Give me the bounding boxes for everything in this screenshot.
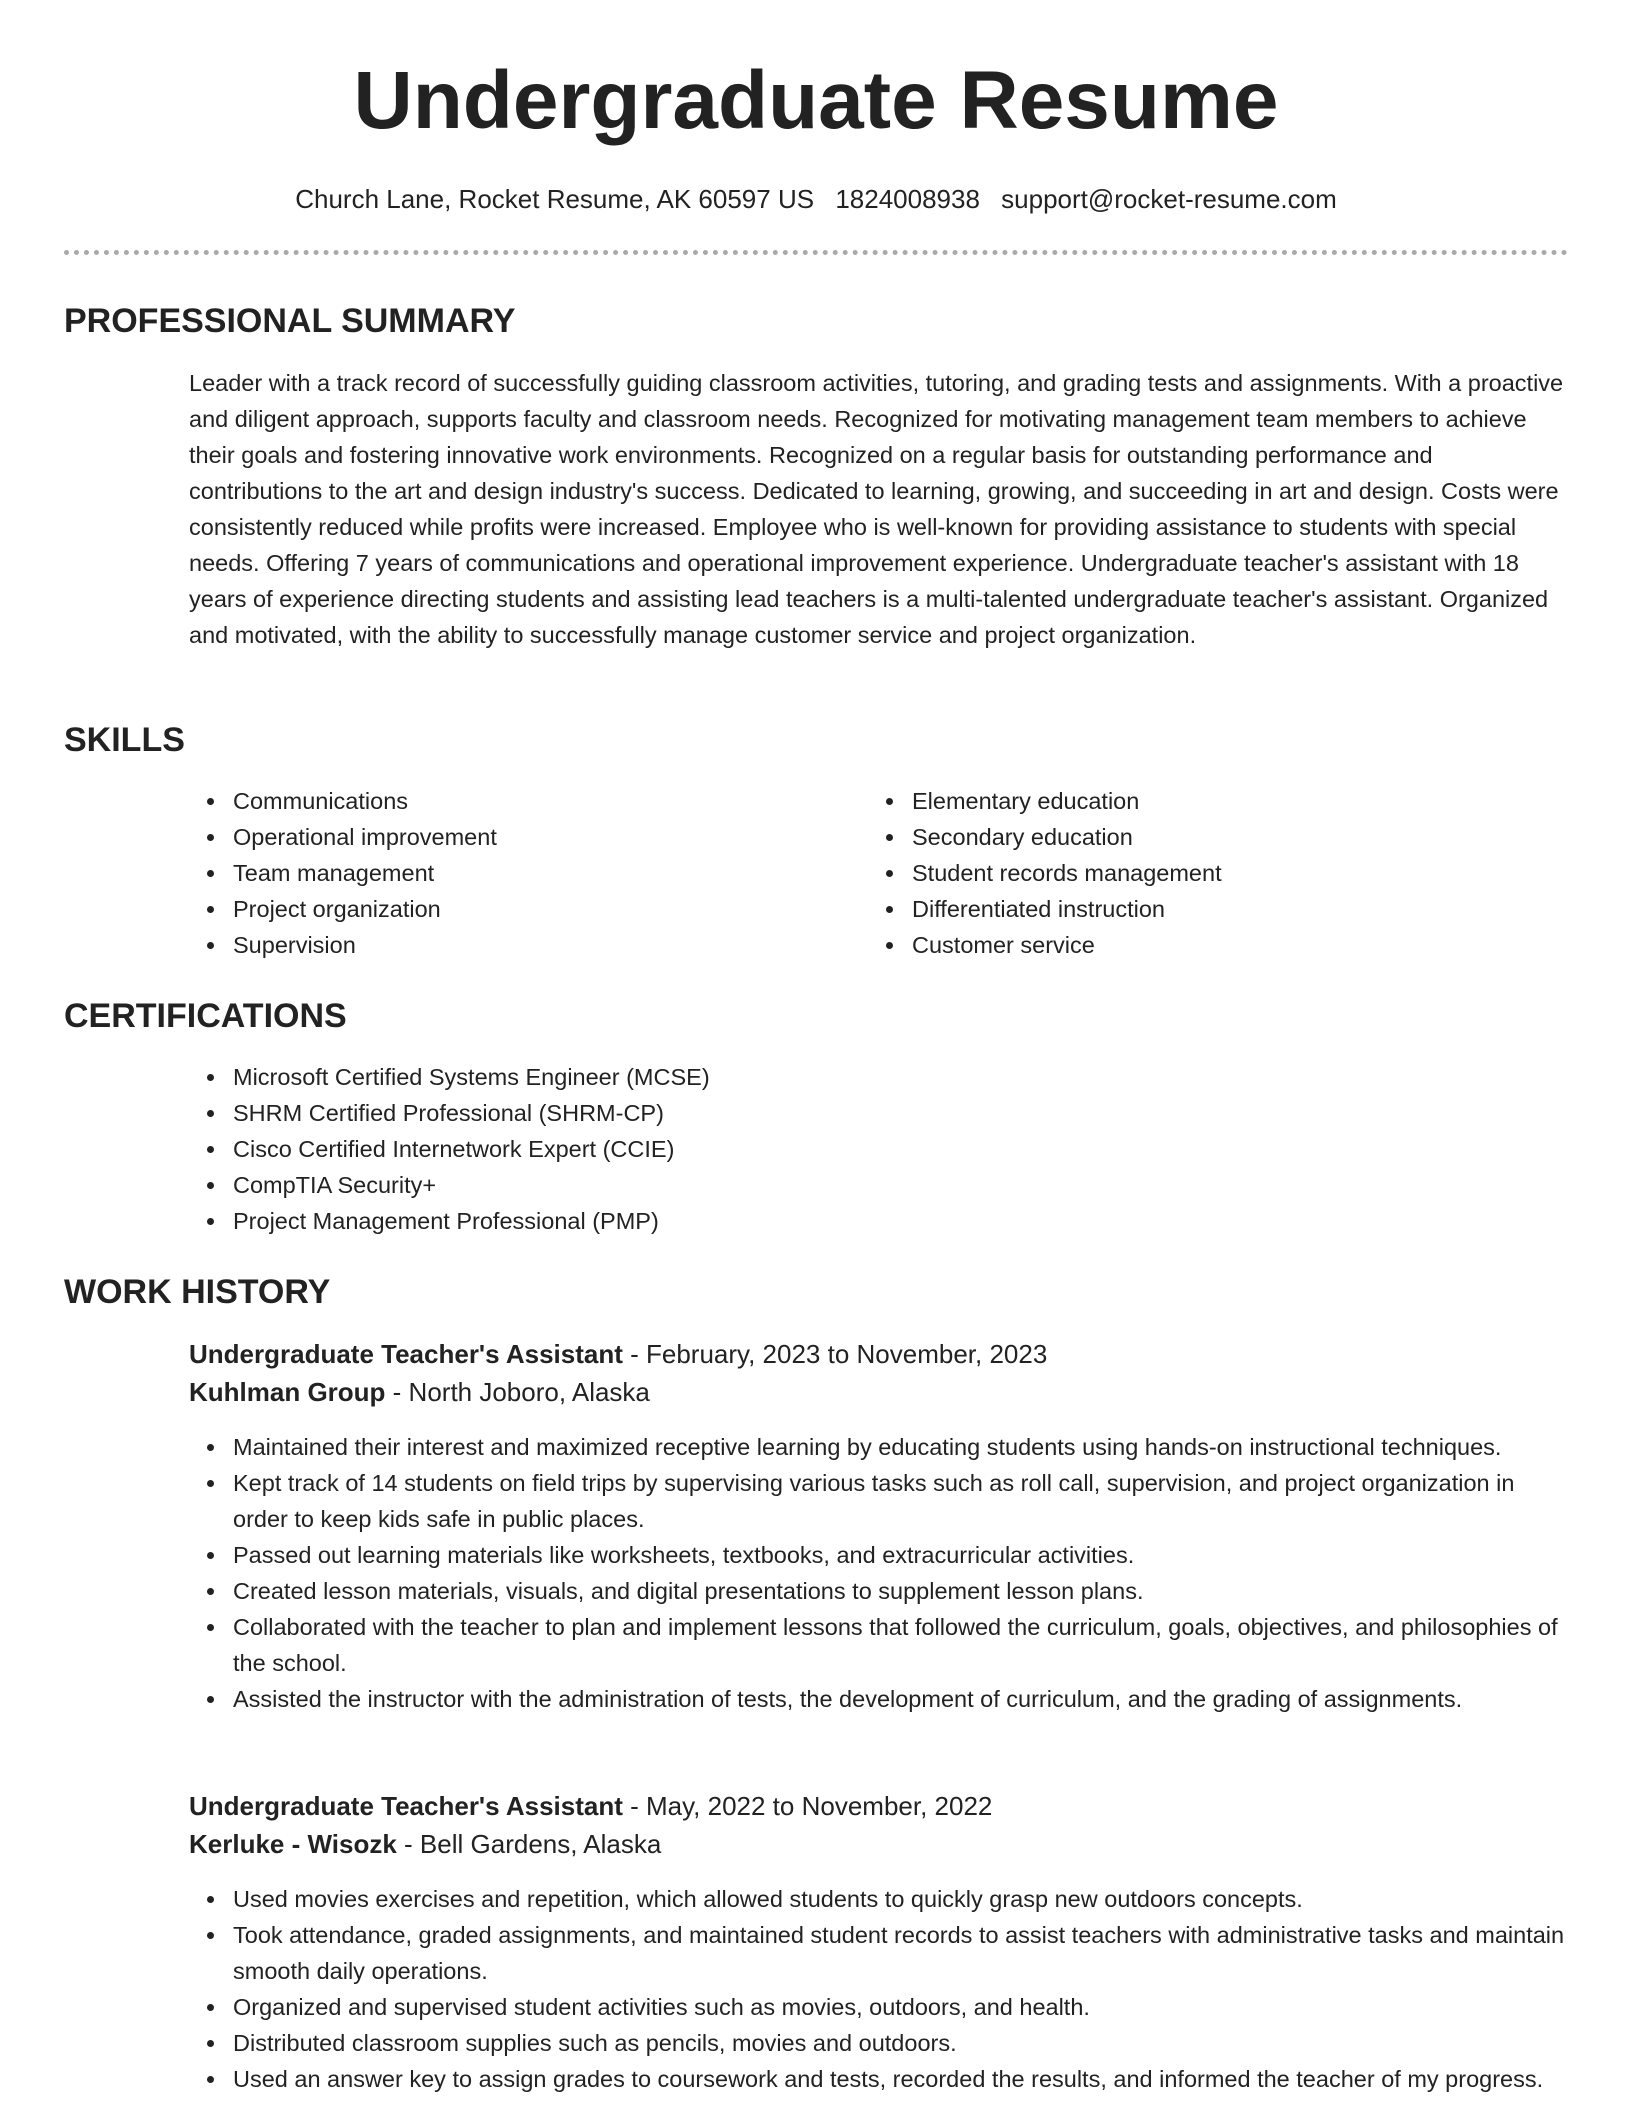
skill-item: Communications [189, 783, 809, 819]
skill-item: Elementary education [868, 783, 1488, 819]
skills-column-right [868, 783, 1488, 963]
skill-item: Project organization [189, 891, 809, 927]
contact-address: Church Lane, Rocket Resume, AK 60597 US [295, 184, 815, 214]
summary-heading: PROFESSIONAL SUMMARY [64, 302, 516, 340]
skills-list-right [868, 783, 1488, 963]
certifications-heading: CERTIFICATIONS [64, 997, 347, 1035]
skill-item: Supervision [189, 927, 809, 963]
certification-item: Cisco Certified Internetwork Expert (CCIE) [189, 1131, 1565, 1167]
job-company-line [189, 1373, 650, 1411]
job-bullets [189, 1429, 1565, 1717]
job-title-line [189, 1787, 992, 1825]
summary-text: Leader with a track record of successfully guiding classroom activities, tutoring, and grading tests and assignments. With a proactive and diligent approach, supports faculty and classroom needs. Recognized for motivating management team members to achieve their goals and fostering innovative work environments. Recognized on a regular basis for outstanding performance and contributions to the art and design industry's success. Dedicated to learning, growing, and succeeding in art and design. Costs were consistently reduced while profits were increased. Employee who is well-known for providing assistance to students with special needs. Offering 7 years of communications and operational improvement experience. Undergraduate teacher's assistant with 18 years of experience directing students and assisting lead teachers is a multi-talented undergraduate teacher's assistant. Organized and motivated, with the ability to successfully manage customer service and project organization. [189, 370, 1564, 648]
job-bullets [189, 1881, 1565, 2097]
job-bullet: Used an answer key to assign grades to coursework and tests, recorded the results, and informed the teacher of my progress. [189, 2061, 1565, 2097]
job-bullet: Organized and supervised student activities such as movies, outdoors, and health. [189, 1989, 1565, 2025]
work-history-heading: WORK HISTORY [64, 1273, 331, 1311]
job-title: Undergraduate Teacher's Assistant [189, 1339, 623, 1369]
job-company: Kerluke - Wisozk [189, 1829, 397, 1859]
skill-item: Secondary education [868, 819, 1488, 855]
skills-column-left [189, 783, 809, 963]
job-bullet: Distributed classroom supplies such as pencils, movies and outdoors. [189, 2025, 1565, 2061]
job-company-line [189, 1825, 661, 1863]
job-location: - Bell Gardens, Alaska [396, 1829, 662, 1859]
contact-email: support@rocket-resume.com [1001, 184, 1337, 214]
job-bullet: Collaborated with the teacher to plan and implement lessons that followed the curriculum, goals, objectives, and philosophies of the school. [189, 1609, 1565, 1681]
certification-item: Microsoft Certified Systems Engineer (MCSE) [189, 1059, 1565, 1095]
job-bullet: Took attendance, graded assignments, and maintained student records to assist teachers with administrative tasks and maintain smooth daily operations. [189, 1917, 1565, 1989]
certification-item: Project Management Professional (PMP) [189, 1203, 1565, 1239]
resume-title: Undergraduate Resume [353, 55, 1279, 146]
job-title-line [189, 1335, 1047, 1373]
certification-item: SHRM Certified Professional (SHRM-CP) [189, 1095, 1565, 1131]
job-bullet: Maintained their interest and maximized receptive learning by educating students using hands-on instructional techniques. [189, 1429, 1565, 1465]
contact-phone: 1824008938 [835, 184, 980, 214]
job-location: - North Joboro, Alaska [385, 1377, 650, 1407]
job-bullet: Assisted the instructor with the administration of tests, the development of curriculum, and the grading of assignments. [189, 1681, 1565, 1717]
certifications-section [189, 1059, 1565, 1239]
job-bullet: Created lesson materials, visuals, and digital presentations to supplement lesson plans. [189, 1573, 1565, 1609]
skills-heading: SKILLS [64, 721, 185, 759]
header-divider [64, 250, 1568, 255]
skill-item: Customer service [868, 927, 1488, 963]
job-bullet: Kept track of 14 students on field trips by supervising various tasks such as roll call, supervision, and project organization in order to keep kids safe in public places. [189, 1465, 1565, 1537]
skills-list-left [189, 783, 809, 963]
job-dates: - February, 2023 to November, 2023 [622, 1339, 1048, 1369]
skill-item: Student records management [868, 855, 1488, 891]
skill-item: Team management [189, 855, 809, 891]
contact-line [0, 182, 1632, 216]
job-bullet: Used movies exercises and repetition, which allowed students to quickly grasp new outdoors concepts. [189, 1881, 1565, 1917]
certification-item: CompTIA Security+ [189, 1167, 1565, 1203]
certifications-list [189, 1059, 1565, 1239]
job-company: Kuhlman Group [189, 1377, 386, 1407]
job-title: Undergraduate Teacher's Assistant [189, 1791, 623, 1821]
skill-item: Differentiated instruction [868, 891, 1488, 927]
job-dates: - May, 2022 to November, 2022 [622, 1791, 993, 1821]
skill-item: Operational improvement [189, 819, 809, 855]
job-bullet: Passed out learning materials like worksheets, textbooks, and extracurricular activities. [189, 1537, 1565, 1573]
